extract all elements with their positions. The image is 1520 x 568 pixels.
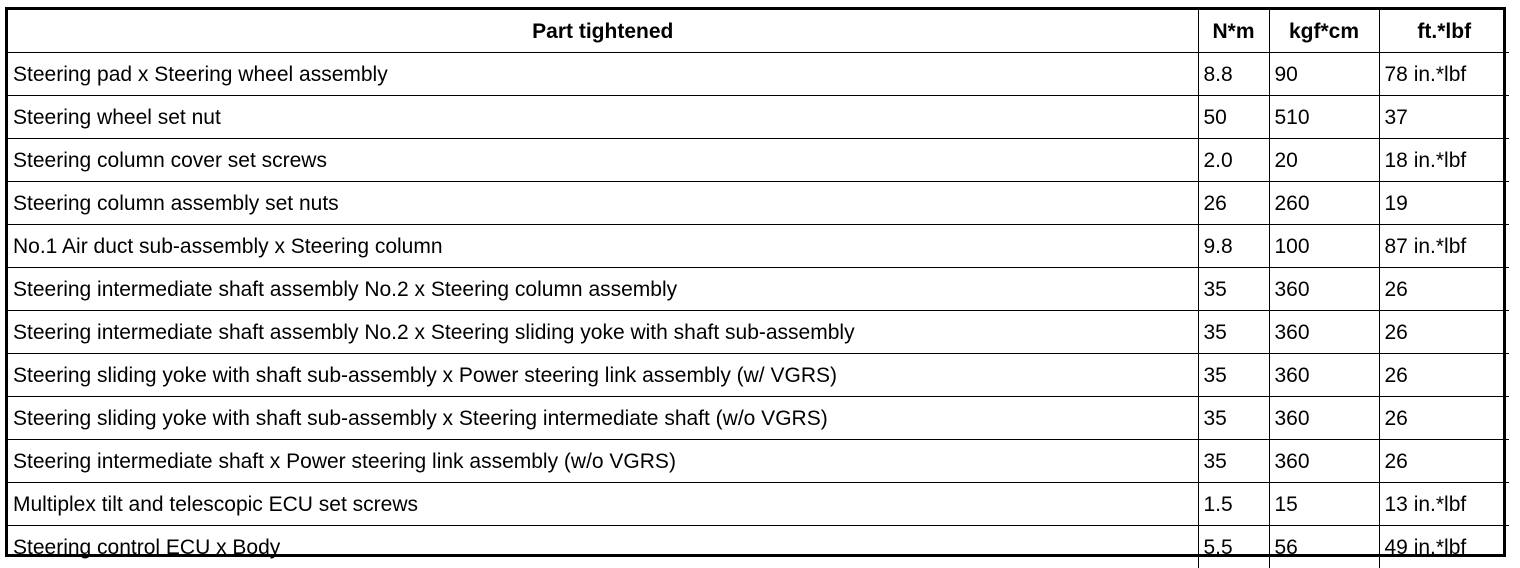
cell-ft: 26 [1379,268,1509,311]
cell-kgf: 360 [1269,440,1379,483]
table-row [8,483,1509,526]
cell-part: Steering control ECU x Body [8,526,1198,568]
cell-nm: 50 [1198,96,1269,139]
cell-ft: 37 [1379,96,1509,139]
cell-part: Steering column assembly set nuts [8,182,1198,225]
table-row [8,397,1509,440]
cell-ft: 18 in.*lbf [1379,139,1509,182]
cell-part: No.1 Air duct sub-assembly x Steering column [8,225,1198,268]
cell-nm: 35 [1198,311,1269,354]
cell-nm: 8.8 [1198,53,1269,96]
cell-ft: 78 in.*lbf [1379,53,1509,96]
table-row [8,225,1509,268]
cell-ft: 26 [1379,440,1509,483]
cell-part: Steering sliding yoke with shaft sub-assembly x Power steering link assembly (w/ VGRS) [8,354,1198,397]
torque-spec-table-frame [5,7,1506,557]
cell-part: Steering intermediate shaft assembly No.2 x Steering sliding yoke with shaft sub-assembly [8,311,1198,354]
table-row [8,311,1509,354]
table-header-row [8,10,1509,53]
cell-part: Steering intermediate shaft x Power steering link assembly (w/o VGRS) [8,440,1198,483]
header-part-tightened: Part tightened [8,10,1198,53]
cell-kgf: 100 [1269,225,1379,268]
cell-ft: 26 [1379,311,1509,354]
cell-nm: 35 [1198,354,1269,397]
cell-nm: 5.5 [1198,526,1269,568]
table-row [8,53,1509,96]
cell-nm: 26 [1198,182,1269,225]
table-row [8,354,1509,397]
table-row [8,96,1509,139]
table-row [8,526,1509,568]
cell-kgf: 360 [1269,311,1379,354]
cell-nm: 35 [1198,268,1269,311]
cell-ft: 26 [1379,354,1509,397]
cell-part: Steering sliding yoke with shaft sub-assembly x Steering intermediate shaft (w/o VGRS) [8,397,1198,440]
cell-kgf: 20 [1269,139,1379,182]
cell-part: Steering intermediate shaft assembly No.2 x Steering column assembly [8,268,1198,311]
cell-kgf: 260 [1269,182,1379,225]
table-row [8,182,1509,225]
table-row [8,139,1509,182]
cell-part: Steering pad x Steering wheel assembly [8,53,1198,96]
header-kgf-cm: kgf*cm [1269,10,1379,53]
header-ft-lbf: ft.*lbf [1379,10,1509,53]
cell-ft: 87 in.*lbf [1379,225,1509,268]
cell-kgf: 56 [1269,526,1379,568]
cell-kgf: 15 [1269,483,1379,526]
cell-kgf: 90 [1269,53,1379,96]
cell-ft: 49 in.*lbf [1379,526,1509,568]
cell-ft: 19 [1379,182,1509,225]
cell-kgf: 360 [1269,397,1379,440]
cell-kgf: 360 [1269,354,1379,397]
cell-ft: 13 in.*lbf [1379,483,1509,526]
table-row [8,268,1509,311]
cell-part: Steering wheel set nut [8,96,1198,139]
cell-kgf: 510 [1269,96,1379,139]
cell-part: Multiplex tilt and telescopic ECU set screws [8,483,1198,526]
cell-kgf: 360 [1269,268,1379,311]
cell-nm: 1.5 [1198,483,1269,526]
header-newton-meter: N*m [1198,10,1269,53]
cell-part: Steering column cover set screws [8,139,1198,182]
table-row [8,440,1509,483]
cell-nm: 2.0 [1198,139,1269,182]
cell-nm: 35 [1198,397,1269,440]
torque-spec-table [8,10,1509,568]
cell-nm: 35 [1198,440,1269,483]
cell-ft: 26 [1379,397,1509,440]
cell-nm: 9.8 [1198,225,1269,268]
